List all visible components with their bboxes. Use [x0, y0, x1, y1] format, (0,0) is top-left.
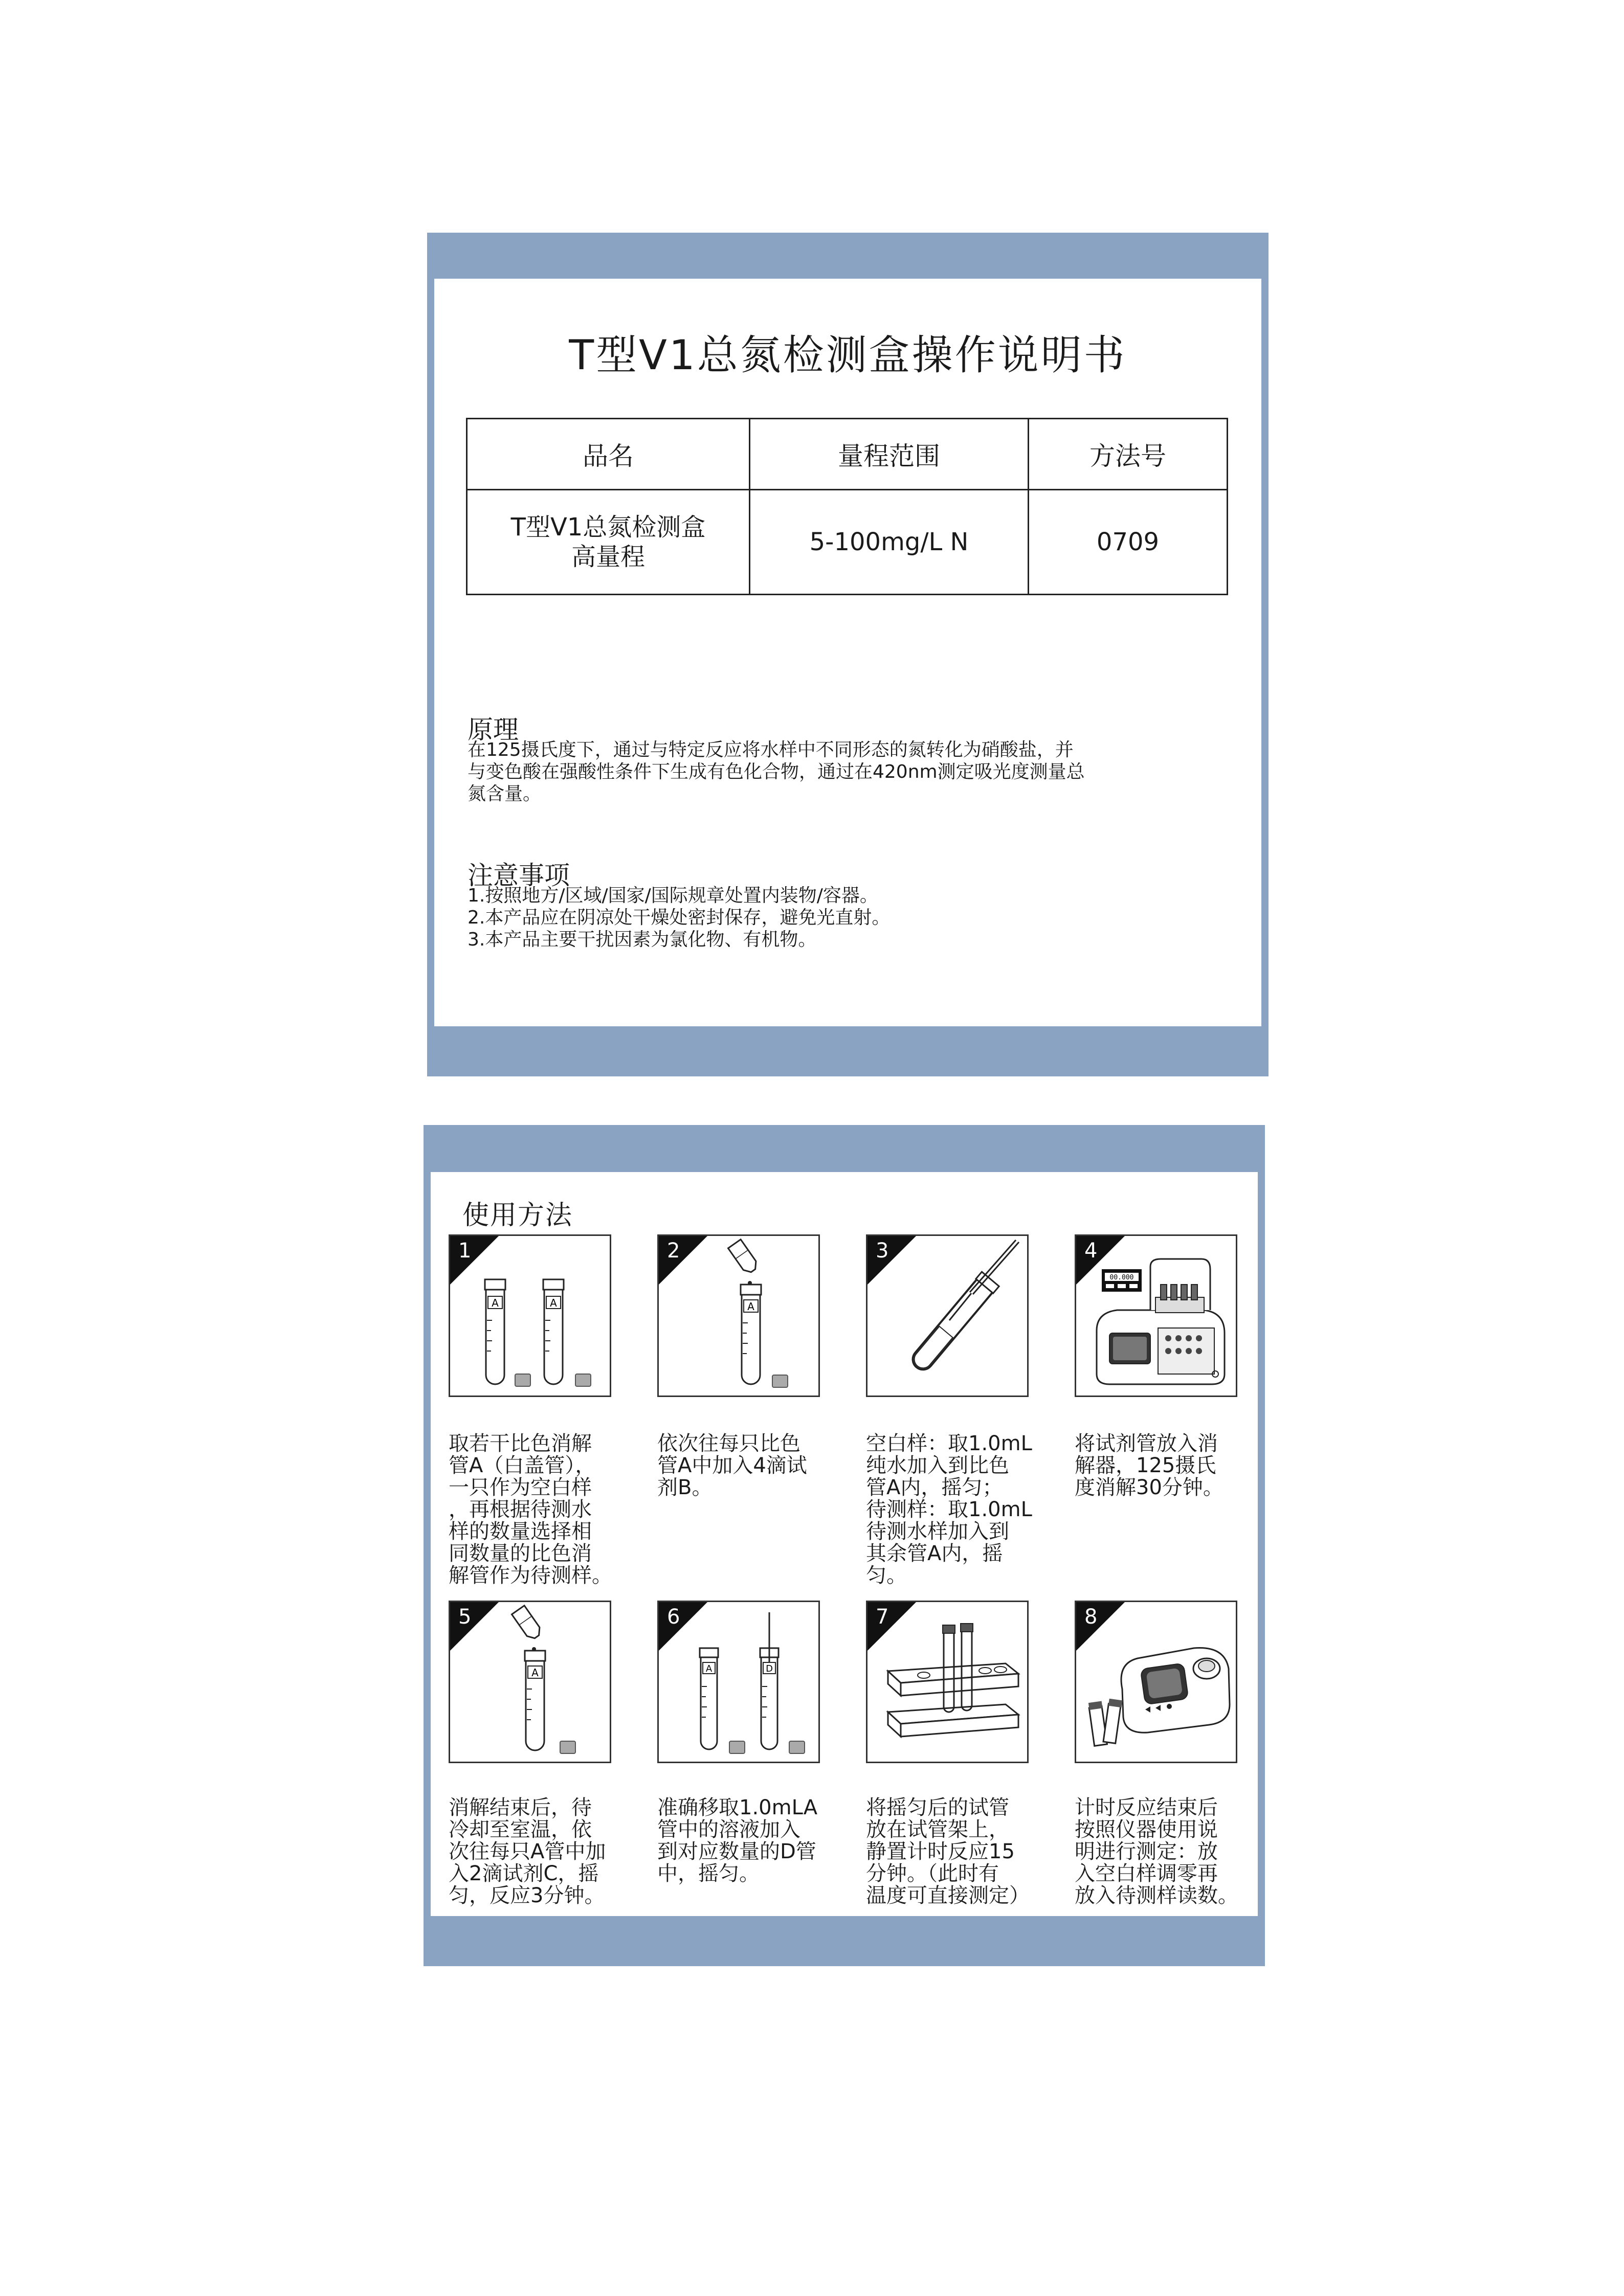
principle-text: 在125摄氏度下，通过与特定反应将水样中不同形态的氮转化为硝酸盐，并 与变色酸在强酸性条件下生成有色化合物，通过在420nm测定吸光度测量总 氮含量。 — [468, 739, 1085, 804]
photometer-icon — [1076, 1602, 1237, 1763]
step-4-text: 将试剂管放入消 解器，125摄氏 度消解30分钟。 — [1075, 1432, 1223, 1499]
tube-rack-icon — [867, 1602, 1029, 1763]
pipette-tube-icon — [867, 1236, 1029, 1397]
usage-panel-content — [431, 1172, 1258, 1916]
principle-heading: 原理 — [468, 715, 519, 745]
step-3-illustration — [866, 1234, 1029, 1397]
note-item-3: 3.本产品主要干扰因素为氯化物、有机物。 — [468, 929, 817, 950]
step-6-illustration — [657, 1601, 820, 1763]
spec-cell-method: 0709 — [1029, 490, 1228, 595]
step-8-text: 计时反应结束后 按照仪器使用说 明进行测定：放 入空白样调零再 放入待测样读数。 — [1075, 1796, 1238, 1907]
transfer-tubes-icon — [659, 1602, 820, 1763]
step-7-illustration — [866, 1601, 1029, 1763]
tube-label-a: A — [550, 1297, 557, 1309]
note-item-1: 1.按照地方/区域/国家/国际规章处置内装物/容器。 — [468, 885, 878, 906]
step-5-number: 5 — [458, 1605, 472, 1629]
notes-heading: 注意事项 — [468, 861, 570, 890]
step-7-text: 将摇匀后的试管 放在试管架上， 静置计时反应15 分钟。（此时有 温度可直接测定） — [866, 1796, 1030, 1907]
tube-label-a: A — [747, 1300, 754, 1313]
tube-label-a: A — [705, 1663, 713, 1674]
step-2-text: 依次往每只比色 管A中加入4滴试 剂B。 — [657, 1432, 807, 1499]
digestor-icon — [1076, 1236, 1237, 1397]
step-5-text: 消解结束后，待 冷却至室温，依 次往每只A管中加 入2滴试剂C，摇 匀，反应3分钟。 — [449, 1796, 606, 1907]
manual-title: T型V1总氮检测盒操作说明书 — [569, 331, 1127, 379]
step-2-number: 2 — [667, 1239, 680, 1263]
tube-label-a: A — [492, 1297, 499, 1309]
step-1-number: 1 — [458, 1239, 472, 1263]
dropper-tube-icon — [659, 1236, 820, 1397]
spec-header-method: 方法号 — [1029, 419, 1228, 490]
dropper-tube-icon — [450, 1602, 611, 1763]
two-test-tubes-icon — [450, 1236, 611, 1397]
step-1-text: 取若干比色消解 管A（白盖管）， 一只作为空白样 ，再根据待测水 样的数量选择相 同数量的比色消 解管作为待测样。 — [449, 1432, 612, 1587]
manual-panel-content — [434, 279, 1261, 1026]
step-3-number: 3 — [876, 1239, 889, 1263]
usage-heading: 使用方法 — [462, 1200, 573, 1231]
step-2-illustration — [657, 1234, 820, 1397]
usage-panel — [424, 1125, 1265, 1966]
manual-panel — [427, 233, 1269, 1076]
step-3-text: 空白样：取1.0mL 纯水加入到比色 管A内，摇匀； 待测样：取1.0mL 待测水样加入到 其余管A内，摇匀。 — [866, 1432, 1032, 1587]
step-8-illustration — [1075, 1601, 1237, 1763]
spec-table — [466, 418, 1228, 595]
step-4-number: 4 — [1084, 1239, 1098, 1263]
display-readout: 00.000 — [1109, 1274, 1134, 1281]
note-item-2: 2.本产品应在阴凉处干燥处密封保存，避免光直射。 — [468, 907, 891, 928]
step-6-text: 准确移取1.0mLA 管中的溶液加入 到对应数量的D管 中，摇匀。 — [657, 1796, 818, 1885]
tube-label-d: D — [766, 1663, 773, 1674]
step-6-number: 6 — [667, 1605, 680, 1629]
step-1-illustration — [449, 1234, 611, 1397]
step-4-illustration — [1075, 1234, 1237, 1397]
step-7-number: 7 — [876, 1605, 889, 1629]
spec-header-range: 量程范围 — [750, 419, 1029, 490]
spec-cell-range: 5-100mg/L N — [750, 490, 1029, 595]
step-8-number: 8 — [1084, 1605, 1098, 1629]
tube-label-a: A — [531, 1667, 539, 1679]
step-5-illustration — [449, 1601, 611, 1763]
spec-cell-name: T型V1总氮检测盒 高量程 — [467, 490, 750, 595]
spec-header-name: 品名 — [467, 419, 750, 490]
